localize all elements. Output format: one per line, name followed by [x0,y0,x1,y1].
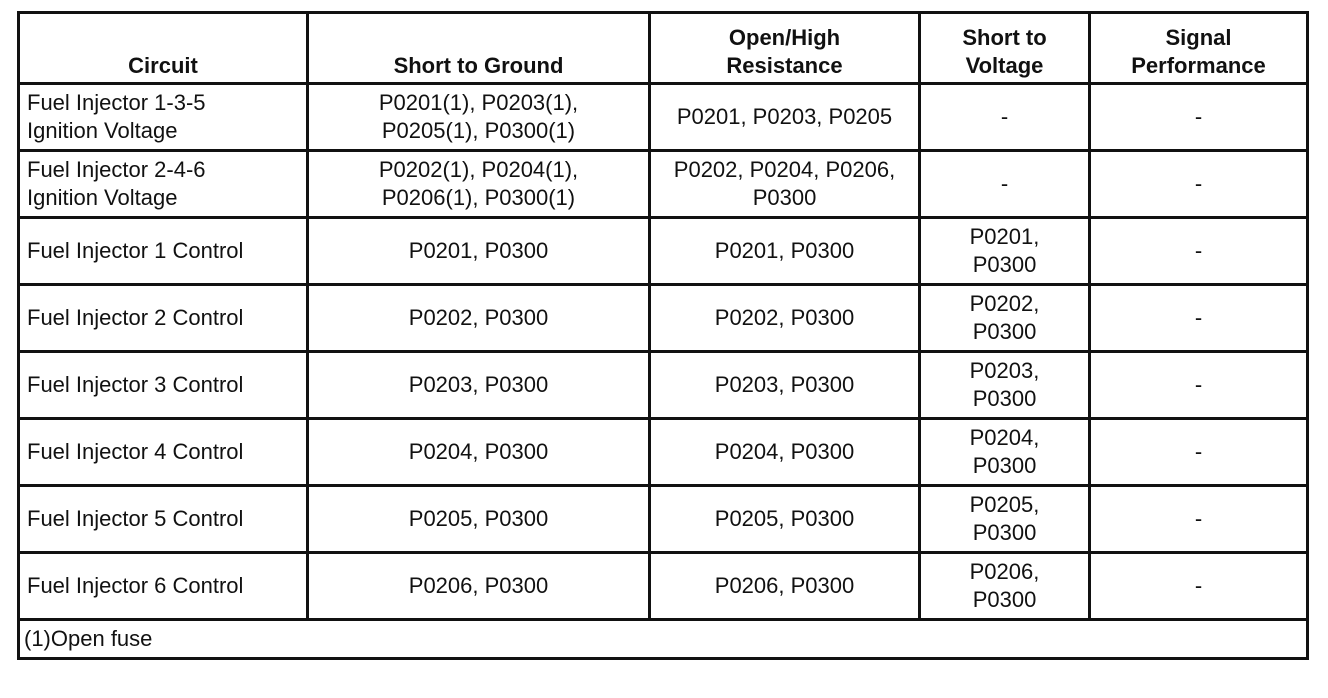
cell-line: Fuel Injector 5 Control [27,506,244,531]
header-line: Short to Ground [393,53,564,78]
header-line: Circuit [128,53,198,78]
header-line: Performance [1131,53,1266,78]
cell-line: - [1194,104,1203,129]
header-short-to-voltage [920,13,1090,84]
cell-line: Fuel Injector 3 Control [27,372,244,397]
header-short-to-ground [308,13,650,84]
header-row [19,13,1308,84]
cell-short-to-voltage [920,419,1090,486]
cell-line: P0206, P0300 [408,573,549,598]
cell-line: Fuel Injector 1-3-5 [27,90,206,115]
cell-line: P0205, P0300 [714,506,855,531]
header-signal-performance [1090,13,1308,84]
cell-signal-performance [1090,218,1308,285]
table-row [19,419,1308,486]
cell-signal-performance [1090,553,1308,620]
cell-line: P0203, P0300 [714,372,855,397]
cell-line: - [1194,573,1203,598]
cell-line: P0202(1), P0204(1), [378,157,579,182]
header-line: Voltage [965,53,1044,78]
cell-line: P0202, P0204, P0206, [673,157,896,182]
cell-short-to-voltage [920,84,1090,151]
cell-line: P0206, P0300 [714,573,855,598]
cell-open-high-resistance [650,285,920,352]
cell-line: - [1194,305,1203,330]
cell-signal-performance [1090,84,1308,151]
cell-short-to-ground [308,151,650,218]
dtc-table-container [17,11,1306,660]
cell-circuit [19,553,308,620]
cell-open-high-resistance [650,151,920,218]
table-row [19,84,1308,151]
cell-line: Ignition Voltage [27,118,178,143]
cell-line: P0300 [752,185,817,210]
cell-line: P0204, P0300 [408,439,549,464]
cell-line: P0204, P0300 [714,439,855,464]
table-footer [19,620,1308,659]
cell-line: P0300 [972,252,1037,277]
cell-open-high-resistance [650,486,920,553]
footnote-row [19,620,1308,659]
cell-line: P0205, P0300 [408,506,549,531]
cell-signal-performance [1090,486,1308,553]
cell-line: Fuel Injector 6 Control [27,573,244,598]
cell-short-to-voltage [920,352,1090,419]
cell-open-high-resistance [650,553,920,620]
cell-line: P0202, P0300 [714,305,855,330]
cell-line: - [1194,506,1203,531]
cell-line: Ignition Voltage [27,185,178,210]
cell-circuit [19,285,308,352]
header-line: Open/High [728,25,841,50]
cell-line: P0202, P0300 [408,305,549,330]
cell-line: P0206, [969,559,1040,584]
cell-line: - [1000,171,1009,196]
cell-signal-performance [1090,352,1308,419]
cell-line: P0203, [969,358,1040,383]
cell-short-to-ground [308,84,650,151]
cell-line: - [1194,439,1203,464]
footnote: (1)Open fuse [19,620,1308,659]
cell-line: P0201, P0300 [408,238,549,263]
cell-line: - [1194,372,1203,397]
cell-line: P0205(1), P0300(1) [381,118,576,143]
cell-line: Fuel Injector 1 Control [27,238,244,263]
cell-short-to-ground [308,486,650,553]
cell-short-to-ground [308,218,650,285]
cell-short-to-voltage [920,218,1090,285]
cell-signal-performance [1090,151,1308,218]
cell-line: - [1194,171,1203,196]
header-line: Resistance [726,53,843,78]
cell-short-to-voltage [920,151,1090,218]
cell-line: Fuel Injector 4 Control [27,439,244,464]
header-line: Signal [1165,25,1232,50]
cell-line: P0201, P0203, P0205 [676,104,893,129]
header-circuit [19,13,308,84]
cell-short-to-ground [308,285,650,352]
cell-line: Fuel Injector 2-4-6 [27,157,206,182]
cell-line: P0201, [969,224,1040,249]
cell-signal-performance [1090,419,1308,486]
cell-line: P0300 [972,386,1037,411]
table-row [19,151,1308,218]
cell-circuit [19,352,308,419]
cell-line: P0203, P0300 [408,372,549,397]
cell-line: - [1194,238,1203,263]
cell-line: Fuel Injector 2 Control [27,305,244,330]
table-row [19,352,1308,419]
cell-line: P0204, [969,425,1040,450]
header-open-high-resistance [650,13,920,84]
cell-circuit [19,218,308,285]
dtc-circuit-table [17,11,1309,660]
cell-line: P0300 [972,319,1037,344]
cell-circuit [19,419,308,486]
cell-line: P0300 [972,520,1037,545]
cell-line: P0300 [972,587,1037,612]
table-header [19,13,1308,84]
cell-open-high-resistance [650,218,920,285]
cell-open-high-resistance [650,84,920,151]
header-line: Short to [962,25,1047,50]
table-row [19,218,1308,285]
cell-line: P0201, P0300 [714,238,855,263]
cell-open-high-resistance [650,352,920,419]
table-body [19,84,1308,620]
cell-open-high-resistance [650,419,920,486]
table-row [19,486,1308,553]
cell-line: - [1000,104,1009,129]
cell-short-to-voltage [920,486,1090,553]
cell-short-to-ground [308,553,650,620]
cell-line: P0202, [969,291,1040,316]
cell-line: P0201(1), P0203(1), [378,90,579,115]
cell-line: P0300 [972,453,1037,478]
table-row [19,285,1308,352]
cell-short-to-voltage [920,553,1090,620]
cell-signal-performance [1090,285,1308,352]
cell-line: P0205, [969,492,1040,517]
cell-circuit [19,84,308,151]
cell-circuit [19,151,308,218]
cell-short-to-ground [308,352,650,419]
cell-short-to-ground [308,419,650,486]
cell-short-to-voltage [920,285,1090,352]
table-row [19,553,1308,620]
cell-line: P0206(1), P0300(1) [381,185,576,210]
cell-circuit [19,486,308,553]
